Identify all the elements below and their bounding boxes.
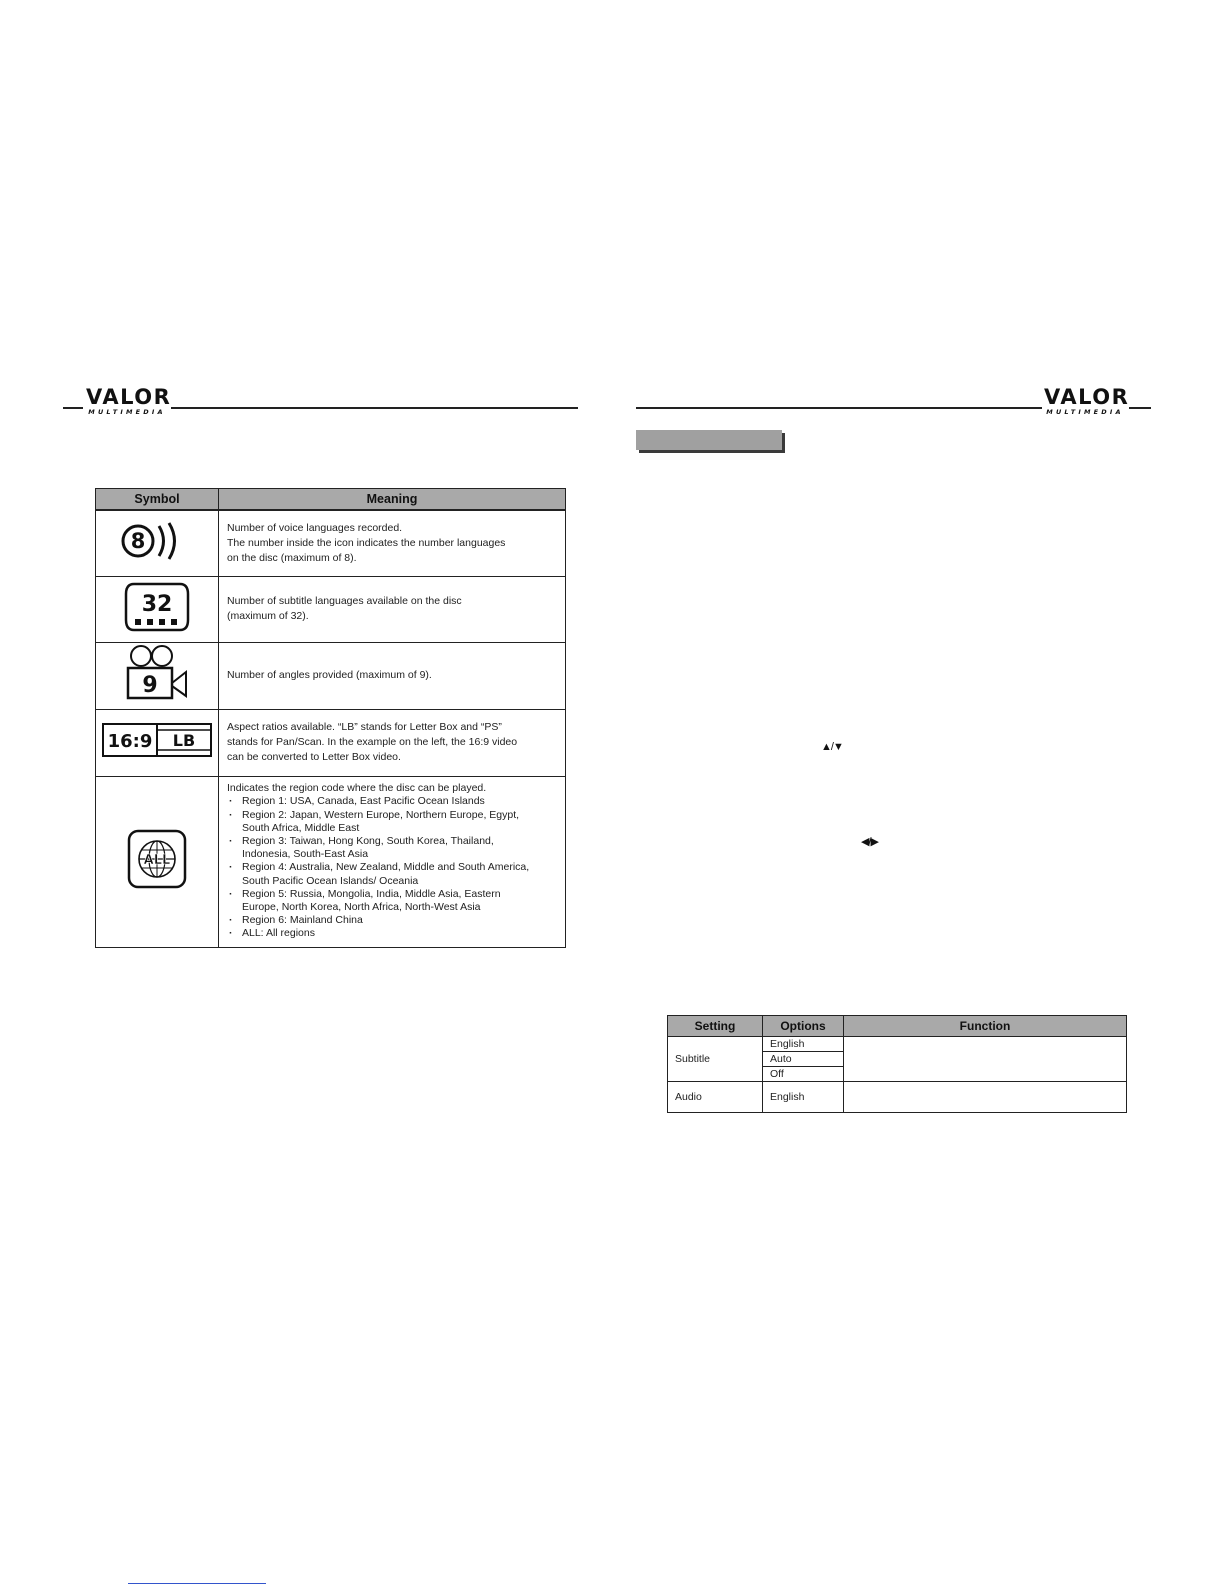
- region-item: · ALL: All regions: [227, 927, 532, 940]
- meaning-column-header: Meaning: [219, 489, 566, 511]
- option-english: English: [763, 1037, 844, 1052]
- symbol-row-angles: [96, 642, 566, 709]
- section-title-bar: [636, 430, 782, 450]
- header-rule-right: [636, 407, 1042, 409]
- meaning-line: on the disc (maximum of 8).: [227, 551, 357, 564]
- footer-link-underline: [128, 1583, 266, 1584]
- region-globe-icon: [127, 829, 187, 889]
- brand-tagline: MULTIMEDIA: [88, 408, 166, 416]
- region-item: · Region 4: Australia, New Zealand, Middle and South America, South Pacific Ocean Islands/ Oceania: [227, 861, 532, 887]
- header-rule-right-stub: [1129, 407, 1151, 409]
- setting-audio: Audio: [668, 1082, 763, 1113]
- region-item: · Region 2: Japan, Western Europe, Northern Europe, Egypt, South Africa, Middle East: [227, 809, 532, 835]
- subtitle-languages-count: 32: [141, 591, 173, 617]
- aspect-ratio-icon: [101, 722, 213, 758]
- meaning-line: (maximum of 32).: [227, 610, 309, 622]
- function-subtitle: [844, 1037, 1127, 1082]
- meaning-line: Number of voice languages recorded.: [227, 521, 403, 534]
- symbol-column-header: Symbol: [96, 489, 219, 511]
- setting-subtitle: Subtitle: [668, 1037, 763, 1082]
- brand-logo-left: [86, 385, 172, 416]
- up-down-arrow-icon: ▲/▼: [821, 741, 843, 753]
- disc-symbol-table: [95, 488, 566, 948]
- header-rule-left: [171, 407, 578, 409]
- brand-tagline: MULTIMEDIA: [1046, 408, 1124, 416]
- region-item: · Region 3: Taiwan, Hong Kong, South Korea, Thailand, Indonesia, South-East Asia: [227, 835, 532, 861]
- brand-name: VALOR: [86, 385, 172, 409]
- option-english: English: [763, 1082, 844, 1113]
- audio-languages-count: 8: [130, 528, 146, 553]
- symbol-row-subtitles: [96, 576, 566, 642]
- symbol-row-aspect: [96, 709, 566, 776]
- meaning-line: The number inside the icon indicates the number languages: [227, 536, 506, 549]
- symbol-row-audio: [96, 510, 566, 576]
- region-code-value: ALL: [143, 853, 171, 868]
- setting-column-header: Setting: [668, 1016, 763, 1037]
- audio-languages-icon: [121, 517, 193, 565]
- header-rule-left-stub: [63, 407, 83, 409]
- symbol-row-region: [96, 776, 566, 947]
- brand-logo-right: [1044, 385, 1130, 416]
- aspect-mode-value: LB: [172, 731, 196, 750]
- brand-name: VALOR: [1044, 385, 1130, 409]
- function-column-header: Function: [844, 1016, 1127, 1037]
- settings-table: [667, 1015, 1127, 1113]
- region-intro: Indicates the region code where the disc can be played.: [227, 782, 487, 795]
- region-item: · Region 1: USA, Canada, East Pacific Ocean Islands: [227, 795, 532, 808]
- meaning-line: Number of subtitle languages available on the disc: [227, 595, 462, 607]
- aspect-ratio-value: 16:9: [107, 731, 153, 752]
- region-item: · Region 5: Russia, Mongolia, India, Middle Asia, Eastern Europe, North Korea, North Africa, North-West Asia: [227, 888, 532, 914]
- left-right-arrow-icon: ◀/▶: [861, 836, 878, 848]
- meaning-line: stands for Pan/Scan. In the example on the left, the 16:9 video: [227, 736, 518, 748]
- options-column-header: Options: [763, 1016, 844, 1037]
- meaning-line: can be converted to Letter Box video.: [227, 751, 401, 763]
- region-list: [227, 795, 532, 940]
- option-auto: Auto: [763, 1052, 844, 1067]
- table-row: [668, 1082, 1127, 1113]
- table-row: [668, 1037, 1127, 1052]
- function-audio: [844, 1082, 1127, 1113]
- meaning-line: Aspect ratios available. “LB” stands for Letter Box and “PS”: [227, 721, 502, 733]
- option-off: Off: [763, 1067, 844, 1082]
- subtitle-languages-icon: [122, 580, 192, 634]
- region-item: · Region 6: Mainland China: [227, 914, 532, 927]
- camera-angles-count: 9: [142, 673, 158, 698]
- meaning-line: Number of angles provided (maximum of 9).: [227, 669, 432, 681]
- camera-angles-icon: [122, 644, 192, 702]
